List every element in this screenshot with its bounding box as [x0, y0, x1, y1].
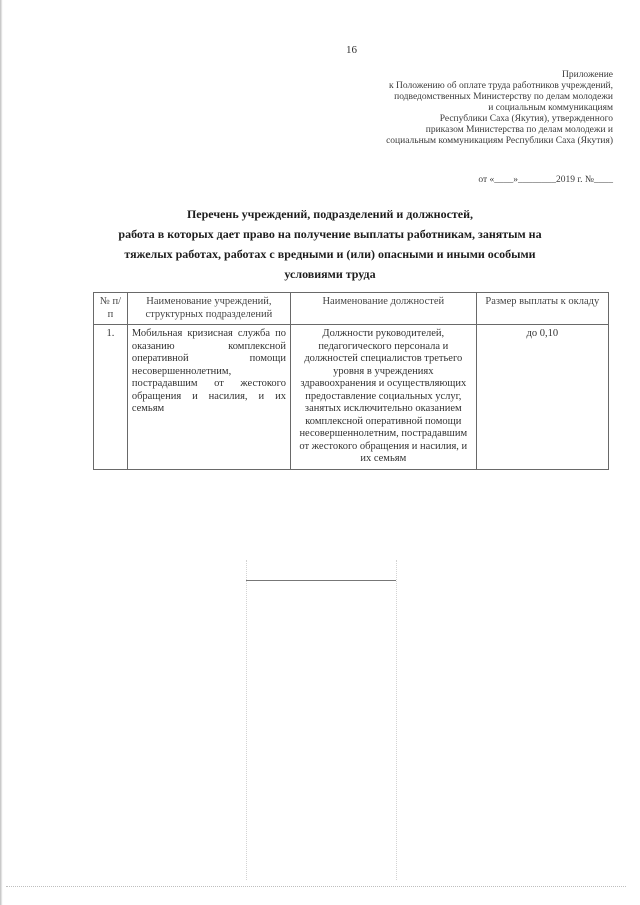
appendix-line: приказом Министерства по делам молодежи и: [425, 125, 613, 135]
footnote-divider: [246, 580, 396, 581]
appendix-block: [303, 70, 613, 147]
appendix-date-line: от «____»________2019 г. №____: [478, 175, 613, 185]
scan-artifact-line: [246, 560, 247, 880]
table-header-row: [94, 293, 609, 325]
scan-bottom-edge: [6, 886, 626, 887]
header-payment-size: Размер выплаты к окладу: [476, 293, 608, 325]
appendix-line: социальным коммуникациям Республики Саха (Якутия): [386, 136, 613, 146]
header-institution-name: Наименование учреждений, структурных подразделений: [127, 293, 290, 325]
appendix-line: подведомственных Министерству по делам молодежи: [394, 92, 613, 102]
appendix-line: и социальным коммуникациям: [488, 103, 613, 113]
table-row: [94, 325, 609, 470]
appendix-line: к Положению об оплате труда работников учреждений,: [389, 81, 613, 91]
scan-edge-shadow: [0, 0, 3, 905]
header-position-name: Наименование должностей: [290, 293, 476, 325]
header-num: № п/п: [94, 293, 128, 325]
appendix-line: Приложение: [562, 70, 613, 80]
page-number: 16: [346, 44, 357, 56]
title-line: Перечень учреждений, подразделений и должностей,: [186, 207, 474, 221]
cell-num: 1.: [94, 325, 128, 470]
cell-payment-size: до 0,10: [476, 325, 608, 470]
appendix-line: Республики Саха (Якутия), утвержденного: [439, 114, 613, 124]
cell-position-name: Должности руководителей, педагогического персонала и должностей специалистов третьего уровня в учреждениях здравоохранения и осуществляющих предоставление социальных услуг, занятых исключительно оказанием комплексной оперативной помощи несовершеннолетним, пострадавшим от жестокого обращения и насилия, и их семьям: [290, 325, 476, 470]
document-title: [70, 204, 590, 284]
title-line: работа в которых дает право на получение выплаты работникам, занятым на: [118, 227, 542, 241]
cell-institution-name: Мобильная кризисная служба по оказанию комплексной оперативной помощи несовершеннолетним, пострадавшим от жестокого обращения и насилия, и их семьям: [127, 325, 290, 470]
positions-table: [93, 292, 609, 470]
title-line: условиями труда: [284, 267, 376, 281]
title-line: тяжелых работах, работах с вредными и (или) опасными и иными особыми: [124, 247, 536, 261]
scan-artifact-line: [396, 560, 397, 880]
